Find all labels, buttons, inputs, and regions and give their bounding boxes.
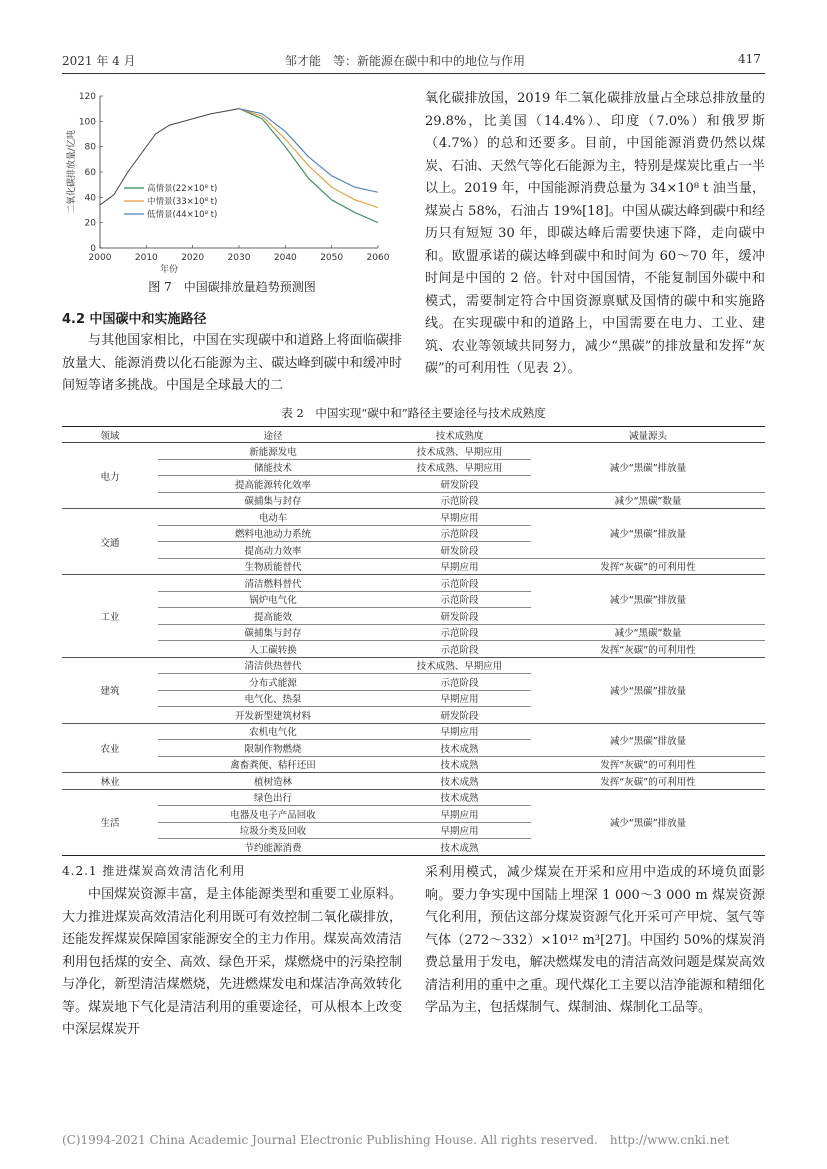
table-row [62, 789, 765, 806]
table-cell: 早期应用 [388, 806, 531, 823]
table-row [62, 509, 765, 526]
section-4-2-1-right-paragraph: 采利用模式，减少煤炭在开采和应用中造成的环境负面影响。要力争实现中国陆上埋深 1 000～3 000 m 煤炭资源气化利用，预估这部分煤炭资源气化开采可产甲烷、氢气等气体（272～332）×10¹² m³[27]。中国约 50%的煤炭消费总量用于发电，解决燃煤发电的清洁高效问题是煤炭高效清洁利用的重中之重。现代煤化工主要以洁净能源和精细化学品为主，包括煤制气、煤制油、煤制化工品等。 [425, 865, 765, 1015]
x-tick-label: 2010 [134, 253, 158, 263]
table-cell: 发挥“灰碳”的可利用性 [531, 756, 765, 773]
table-row [62, 575, 765, 592]
table-cell: 新能源发电 [158, 443, 388, 460]
y-axis-label: 二氧化碳排放量/亿吨 [67, 129, 77, 215]
table-cell: 提高能效 [158, 608, 388, 625]
copyright-footer: (C)1994-2021 China Academic Journal Electronic Publishing House. All rights reserved. http://www.cnki.net [62, 1133, 730, 1147]
figure-caption: 图 7 中国碳排放量趋势预测图 [148, 280, 316, 294]
table-cell: 农机电气化 [158, 723, 388, 740]
table-cell: 技术成熟、早期应用 [388, 657, 531, 674]
y-tick-label: 40 [84, 193, 96, 204]
table-cell: 示范阶段 [388, 624, 531, 641]
table-cell: 碳捕集与封存 [158, 624, 388, 641]
table-row [62, 492, 765, 509]
table-cell: 早期应用 [388, 558, 531, 575]
table-cell: 示范阶段 [388, 674, 531, 691]
table-cell: 储能技术 [158, 459, 388, 476]
table-cell: 禽畜粪便、秸秆还田 [158, 756, 388, 773]
y-tick-label: 0 [90, 244, 96, 254]
section-4-2-body [62, 330, 402, 398]
table-cell: 减少“黑碳”数量 [531, 624, 765, 641]
table-cell: 技术成熟、早期应用 [388, 459, 531, 476]
table-cell: 节约能源消费 [158, 839, 388, 856]
table-cell: 林业 [62, 773, 158, 790]
section-heading-4-2: 4.2 中国碳中和实施路径 [62, 312, 207, 327]
table-row [62, 773, 765, 790]
table-cell: 减少“黑碳”排放量 [531, 657, 765, 723]
table-cell: 电动车 [158, 509, 388, 526]
y-tick-label: 80 [84, 142, 96, 153]
x-tick-label: 2050 [320, 253, 344, 263]
right-column-text [425, 88, 765, 381]
table-cell: 减少“黑碳”排放量 [531, 509, 765, 559]
table-cell: 植树造林 [158, 773, 388, 790]
table-header-0: 领域 [62, 427, 158, 443]
table-cell: 清洁供热替代 [158, 657, 388, 674]
table-cell: 电力 [62, 443, 158, 509]
table-cell: 减少“黑碳”数量 [531, 492, 765, 509]
table-cell: 农业 [62, 723, 158, 773]
table-cell: 交通 [62, 509, 158, 575]
table-row [62, 624, 765, 641]
table-cell: 减少“黑碳”排放量 [531, 575, 765, 625]
legend-label-0: 高情景(22×10⁸ t) [147, 184, 218, 194]
table-cell: 减少“黑碳”排放量 [531, 723, 765, 756]
table-cell: 绿色出行 [158, 789, 388, 806]
legend-label-2: 低情景(44×10⁸ t) [147, 210, 218, 220]
table-cell: 技术成熟、早期应用 [388, 443, 531, 460]
table-cell: 建筑 [62, 657, 158, 723]
page-number: 417 [738, 52, 761, 66]
table-cell: 研发阶段 [388, 608, 531, 625]
x-tick-label: 2020 [181, 253, 205, 263]
header-date: 2021 年 4 月 [62, 54, 136, 68]
table-caption: 表 2 中国实现“碳中和”路径主要途径与技术成熟度 [281, 406, 546, 420]
table-cell: 示范阶段 [388, 641, 531, 658]
table-cell: 电器及电子产品回收 [158, 806, 388, 823]
table-cell: 早期应用 [388, 822, 531, 839]
table-cell: 早期应用 [388, 509, 531, 526]
table-cell: 限制作物燃烧 [158, 740, 388, 757]
table-cell: 生活 [62, 789, 158, 855]
legend-label-1: 中情景(33×10⁸ t) [147, 197, 218, 207]
x-tick-label: 2000 [88, 253, 112, 263]
table-cell: 技术成熟 [388, 839, 531, 856]
header-rule [62, 73, 765, 74]
table-header-2: 技术成熟度 [388, 427, 531, 443]
series-line-1 [239, 109, 378, 208]
table-cell: 技术成熟 [388, 789, 531, 806]
right-top-paragraph: 氧化碳排放国，2019 年二氧化碳排放量占全球总排放量的 29.8%，比美国（14.4%）、印度（7.0%）和俄罗斯（4.7%）的总和还要多。目前，中国能源消费仍然以煤炭、石油、天然气等化石能源为主，特别是煤炭比重占一半以上。2019 年，中国能源消费总量为 34×10⁸ t 油当量，煤炭占 58%，石油占 19%[18]。中国从碳达峰到碳中和经历只有短短 30 年，即碳达峰后需要快速下降，走向碳中和。欧盟承诺的碳达峰到碳中和时间为 60～70 年，缓冲时间是中国的 2 倍。针对中国国情，不能复制国外碳中和模式，需要制定符合中国资源禀赋及国情的碳中和实施路线。在实现碳中和的道路上，中国需要在电力、工业、建筑、农业等领域共同努力，减少“黑碳”的排放量和发挥“灰碳”的可利用性（见表 2）。 [425, 91, 765, 376]
y-tick-label: 60 [84, 168, 96, 178]
table-cell: 清洁燃料替代 [158, 575, 388, 592]
table-row [62, 443, 765, 460]
table-cell: 碳捕集与封存 [158, 492, 388, 509]
table-cell: 早期应用 [388, 723, 531, 740]
x-axis-label: 年份 [159, 265, 179, 275]
table-cell: 发挥“灰碳”的可利用性 [531, 641, 765, 658]
table-cell: 锅炉电气化 [158, 591, 388, 608]
table-row [62, 558, 765, 575]
table-cell: 示范阶段 [388, 591, 531, 608]
table-cell: 工业 [62, 575, 158, 658]
table-cell: 早期应用 [388, 690, 531, 707]
x-tick-label: 2040 [273, 253, 297, 263]
table-cell: 示范阶段 [388, 525, 531, 542]
table-cell: 研发阶段 [388, 542, 531, 559]
table-cell: 示范阶段 [388, 492, 531, 509]
table-header-3: 减量源头 [531, 427, 765, 443]
table-header-1: 途径 [158, 427, 388, 443]
table-row [62, 657, 765, 674]
table-cell: 垃圾分类及回收 [158, 822, 388, 839]
table-cell: 提高能源转化效率 [158, 476, 388, 493]
table-cell: 开发新型建筑材料 [158, 707, 388, 724]
table-cell: 燃料电池动力系统 [158, 525, 388, 542]
table-row [62, 641, 765, 658]
section-4-2-1-left-paragraph: 中国煤炭资源丰富，是主体能源类型和重要工业原料。大力推进煤炭高效清洁化利用既可有效控制二氧化碳排放，还能发挥煤炭保障国家能源安全的主力作用。煤炭高效清洁利用包括煤的安全、高效、绿色开采，煤燃烧中的污染控制与净化，新型清洁煤燃烧，先进燃煤发电和煤洁净高效转化等。煤炭地下气化是清洁利用的重要途径，可从根本上改变中深层煤炭开 [62, 887, 402, 1037]
section-heading-4-2-1: 4.2.1 推进煤炭高效清洁化利用 [62, 864, 246, 878]
table-row [62, 756, 765, 773]
x-tick-label: 2030 [227, 253, 251, 263]
table-cell: 研发阶段 [388, 707, 531, 724]
section-4-2-1-right [425, 862, 765, 1020]
table-cell: 分布式能源 [158, 674, 388, 691]
table-cell: 技术成熟 [388, 773, 531, 790]
table-cell: 减少“黑碳”排放量 [531, 789, 765, 855]
table-cell: 提高动力效率 [158, 542, 388, 559]
table-cell: 人工碳转换 [158, 641, 388, 658]
y-tick-label: 20 [84, 218, 96, 229]
x-tick-label: 2060 [366, 253, 390, 263]
table-row [62, 723, 765, 740]
y-tick-label: 120 [78, 92, 96, 102]
header-title: 邹才能 等：新能源在碳中和中的地位与作用 [285, 54, 526, 68]
table-cell: 技术成熟 [388, 740, 531, 757]
table-cell: 电气化、热泵 [158, 690, 388, 707]
table-2 [62, 426, 765, 856]
series-line-2 [239, 109, 378, 193]
table-cell: 示范阶段 [388, 575, 531, 592]
table-cell: 发挥“灰碳”的可利用性 [531, 773, 765, 790]
table-cell: 研发阶段 [388, 476, 531, 493]
emission-trend-chart [62, 88, 402, 298]
section-4-2-1-left [62, 884, 402, 1042]
table-cell: 发挥“灰碳”的可利用性 [531, 558, 765, 575]
table-cell: 技术成熟 [388, 756, 531, 773]
table-cell: 减少“黑碳”排放量 [531, 443, 765, 493]
table-cell: 生物质能替代 [158, 558, 388, 575]
y-tick-label: 100 [78, 117, 96, 128]
section-4-2-paragraph: 与其他国家相比，中国在实现碳中和道路上将面临碳排放量大、能源消费以化石能源为主、碳达峰到碳中和缓冲时间短等诸多挑战。中国是全球最大的二 [62, 333, 402, 393]
